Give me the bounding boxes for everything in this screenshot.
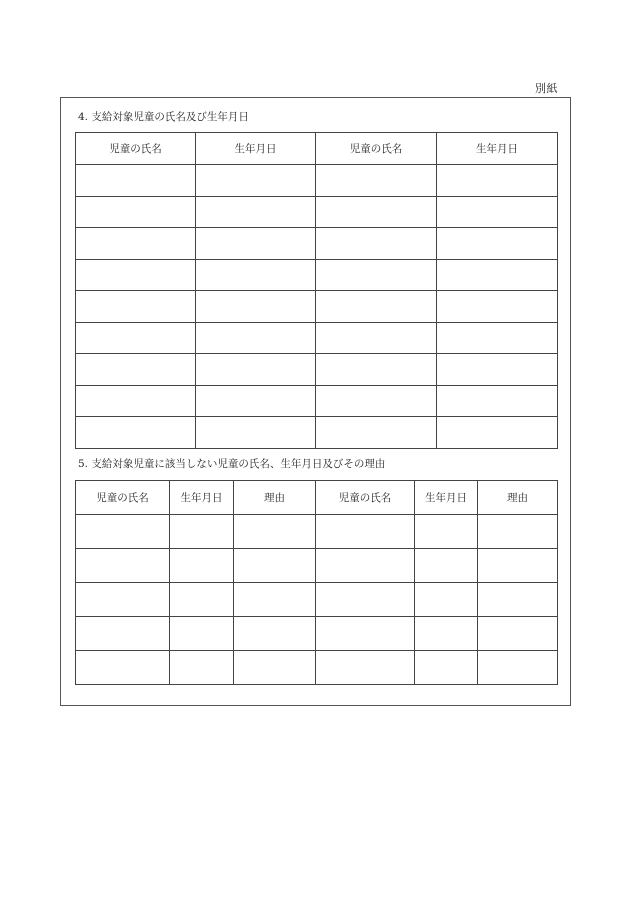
section5-cell[interactable] xyxy=(170,583,234,617)
section5-cell[interactable] xyxy=(478,549,558,583)
section5-cell[interactable] xyxy=(415,651,478,685)
attachment-label: 別紙 xyxy=(535,82,558,95)
section5-row xyxy=(76,515,558,549)
section4-cell[interactable] xyxy=(316,322,437,354)
section4-cell[interactable] xyxy=(196,354,316,386)
section5-cell[interactable] xyxy=(415,549,478,583)
section4-cell[interactable] xyxy=(196,417,316,449)
section5-header-reason-1: 理由 xyxy=(234,481,316,515)
section4-cell[interactable] xyxy=(316,228,437,260)
section5-body xyxy=(76,515,558,685)
section4-row xyxy=(76,354,558,386)
section4-body xyxy=(76,165,558,449)
section5-cell[interactable] xyxy=(76,583,170,617)
section4-header-birthdate-1: 生年月日 xyxy=(196,133,316,165)
section4-cell[interactable] xyxy=(316,291,437,323)
section4-row xyxy=(76,322,558,354)
section4-table xyxy=(75,132,558,449)
section4-cell[interactable] xyxy=(76,291,196,323)
section5-cell[interactable] xyxy=(234,651,316,685)
section4-row xyxy=(76,196,558,228)
section4-cell[interactable] xyxy=(76,385,196,417)
section4-cell[interactable] xyxy=(196,322,316,354)
section5-cell[interactable] xyxy=(316,549,415,583)
section4-cell[interactable] xyxy=(76,322,196,354)
section4-cell[interactable] xyxy=(196,291,316,323)
section4-header-birthdate-2: 生年月日 xyxy=(437,133,558,165)
section5-cell[interactable] xyxy=(234,583,316,617)
section5-cell[interactable] xyxy=(76,617,170,651)
section5-cell[interactable] xyxy=(415,583,478,617)
section4-cell[interactable] xyxy=(196,196,316,228)
section4-header-row xyxy=(76,133,558,165)
section4-row xyxy=(76,259,558,291)
section5-cell[interactable] xyxy=(316,583,415,617)
section4-row xyxy=(76,165,558,197)
section4-title: 4. 支給対象児童の氏名及び生年月日 xyxy=(78,111,249,123)
section4-cell[interactable] xyxy=(196,165,316,197)
section5-title: 5. 支給対象児童に該当しない児童の氏名、生年月日及びその理由 xyxy=(78,458,386,470)
section5-cell[interactable] xyxy=(478,515,558,549)
section5-cell[interactable] xyxy=(478,617,558,651)
section4-header-child-name-2: 児童の氏名 xyxy=(316,133,437,165)
section5-header-birthdate-2: 生年月日 xyxy=(415,481,478,515)
section4-cell[interactable] xyxy=(437,322,558,354)
section4-cell[interactable] xyxy=(76,196,196,228)
section4-cell[interactable] xyxy=(316,385,437,417)
section5-header-birthdate-1: 生年月日 xyxy=(170,481,234,515)
section4-cell[interactable] xyxy=(76,259,196,291)
section4-row xyxy=(76,228,558,260)
section5-header-child-name-2: 児童の氏名 xyxy=(316,481,415,515)
section5-row xyxy=(76,617,558,651)
section4-cell[interactable] xyxy=(76,417,196,449)
section4-cell[interactable] xyxy=(437,196,558,228)
section5-row xyxy=(76,549,558,583)
section5-cell[interactable] xyxy=(316,651,415,685)
section4-cell[interactable] xyxy=(316,259,437,291)
section4-row xyxy=(76,417,558,449)
section4-row xyxy=(76,385,558,417)
section5-cell[interactable] xyxy=(170,549,234,583)
section5-cell[interactable] xyxy=(316,515,415,549)
section4-cell[interactable] xyxy=(437,165,558,197)
section4-cell[interactable] xyxy=(76,228,196,260)
section5-header-row xyxy=(76,481,558,515)
section4-cell[interactable] xyxy=(437,385,558,417)
section4-cell[interactable] xyxy=(316,165,437,197)
section5-cell[interactable] xyxy=(170,515,234,549)
section5-cell[interactable] xyxy=(76,549,170,583)
section5-cell[interactable] xyxy=(234,549,316,583)
section5-cell[interactable] xyxy=(76,651,170,685)
section4-cell[interactable] xyxy=(76,165,196,197)
section5-cell[interactable] xyxy=(316,617,415,651)
section4-cell[interactable] xyxy=(437,354,558,386)
section5-row xyxy=(76,583,558,617)
section5-cell[interactable] xyxy=(170,651,234,685)
section4-cell[interactable] xyxy=(437,291,558,323)
section5-cell[interactable] xyxy=(170,617,234,651)
section4-cell[interactable] xyxy=(437,417,558,449)
section4-cell[interactable] xyxy=(196,259,316,291)
section4-cell[interactable] xyxy=(196,228,316,260)
section5-cell[interactable] xyxy=(76,515,170,549)
section4-cell[interactable] xyxy=(76,354,196,386)
section4-cell[interactable] xyxy=(437,228,558,260)
section4-row xyxy=(76,291,558,323)
section5-table xyxy=(75,480,558,685)
section5-cell[interactable] xyxy=(234,515,316,549)
section5-cell[interactable] xyxy=(478,583,558,617)
section4-cell[interactable] xyxy=(196,385,316,417)
section5-row xyxy=(76,651,558,685)
section4-cell[interactable] xyxy=(316,417,437,449)
section4-cell[interactable] xyxy=(316,354,437,386)
section5-header-reason-2: 理由 xyxy=(478,481,558,515)
section4-cell[interactable] xyxy=(316,196,437,228)
section5-header-child-name-1: 児童の氏名 xyxy=(76,481,170,515)
section5-cell[interactable] xyxy=(415,617,478,651)
section5-cell[interactable] xyxy=(234,617,316,651)
section5-cell[interactable] xyxy=(415,515,478,549)
section4-header-child-name-1: 児童の氏名 xyxy=(76,133,196,165)
section5-cell[interactable] xyxy=(478,651,558,685)
section4-cell[interactable] xyxy=(437,259,558,291)
